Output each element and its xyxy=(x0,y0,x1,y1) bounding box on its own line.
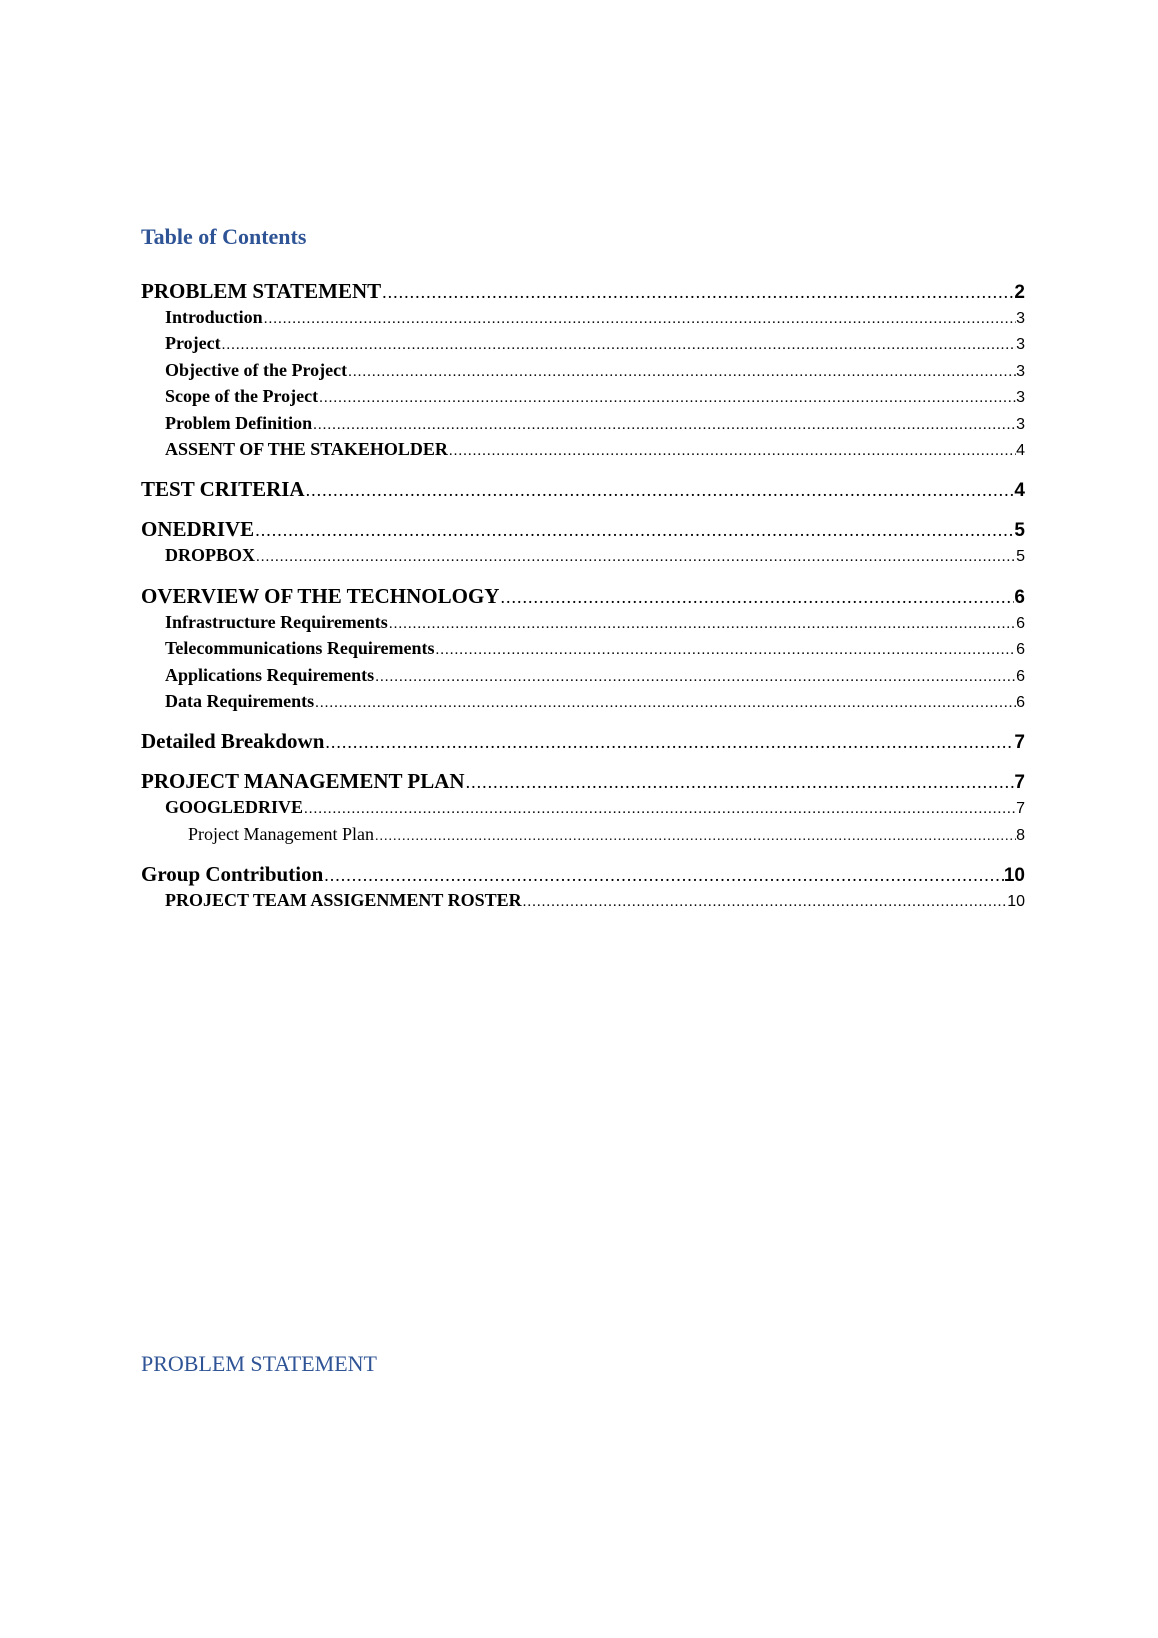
toc-leader-dots xyxy=(499,584,1014,609)
toc-leader-dots xyxy=(303,796,1016,820)
toc-entry-text: Applications Requirements xyxy=(165,664,375,685)
toc-leader-dots xyxy=(381,279,1014,304)
toc-page-number: 3 xyxy=(1016,362,1025,380)
toc-leader-dots xyxy=(388,611,1016,635)
toc-entry-overview-technology[interactable] xyxy=(141,583,1025,609)
toc-entry-googledrive[interactable] xyxy=(141,794,1025,820)
toc-leader-dots xyxy=(448,438,1016,462)
toc-page-number: 4 xyxy=(1016,441,1025,459)
toc-entry-text: DROPBOX xyxy=(165,545,255,566)
toc-entry-problem-definition[interactable] xyxy=(141,410,1025,436)
toc-entry-onedrive[interactable] xyxy=(141,516,1025,542)
toc-page-number: 10 xyxy=(1003,864,1025,886)
toc-entry-project-management-plan-sub[interactable] xyxy=(141,821,1025,847)
toc-entry-text: ASSENT OF THE STAKEHOLDER xyxy=(165,438,448,459)
toc-page-number: 2 xyxy=(1014,282,1025,303)
toc-entry-text: Data Requirements xyxy=(165,690,315,711)
toc-entry-text: PROJECT TEAM ASSIGENMENT ROSTER xyxy=(165,889,522,910)
toc-page-number: 5 xyxy=(1014,520,1025,542)
toc-entry-text: ONEDRIVE xyxy=(141,517,255,542)
toc-entry-scope[interactable] xyxy=(141,383,1025,409)
toc-leader-dots xyxy=(374,664,1016,688)
toc-entry-text: PROBLEM STATEMENT xyxy=(141,279,382,303)
toc-entry-text: Project xyxy=(165,333,221,354)
toc-page-number: 6 xyxy=(1016,641,1025,659)
toc-entry-problem-statement[interactable] xyxy=(141,278,1025,304)
toc-entry-text: Project Management Plan xyxy=(188,823,374,844)
toc-page-number: 3 xyxy=(1016,336,1025,354)
toc-leader-dots xyxy=(374,824,1016,847)
toc-leader-dots xyxy=(435,637,1017,661)
section-heading-problem-statement: PROBLEM STATEMENT xyxy=(141,1351,377,1376)
toc-page-number: 3 xyxy=(1016,310,1025,327)
table-of-contents xyxy=(141,278,1025,913)
toc-page-number: 6 xyxy=(1016,667,1025,685)
toc-entry-assent-stakeholder[interactable] xyxy=(141,436,1025,462)
toc-leader-dots xyxy=(465,769,1015,794)
toc-leader-dots xyxy=(314,690,1016,714)
toc-page-number: 7 xyxy=(1014,772,1025,794)
toc-leader-dots xyxy=(318,385,1016,409)
toc-page-number: 6 xyxy=(1014,586,1025,608)
toc-page-number: 6 xyxy=(1016,693,1025,711)
toc-page-number: 7 xyxy=(1014,732,1025,754)
toc-entry-text: Group Contribution xyxy=(141,861,324,886)
toc-leader-dots xyxy=(221,332,1016,356)
toc-entry-dropbox[interactable] xyxy=(141,542,1025,568)
toc-entry-text: GOOGLEDRIVE xyxy=(165,797,304,818)
toc-leader-dots xyxy=(263,306,1016,330)
toc-entry-text: Objective of the Project xyxy=(165,359,348,380)
toc-page-number: 10 xyxy=(1007,892,1025,910)
toc-page-number: 3 xyxy=(1016,389,1025,407)
toc-leader-dots xyxy=(254,517,1014,542)
toc-entry-text: Problem Definition xyxy=(165,412,313,433)
toc-entry-group-contribution[interactable] xyxy=(141,861,1025,887)
toc-leader-dots xyxy=(323,862,1004,887)
toc-entry-detailed-breakdown[interactable] xyxy=(141,728,1025,754)
toc-entry-project[interactable] xyxy=(141,330,1025,356)
toc-page-number: 5 xyxy=(1016,548,1025,566)
toc-entry-introduction[interactable] xyxy=(141,304,1025,330)
toc-page-number: 8 xyxy=(1016,826,1025,844)
toc-leader-dots xyxy=(255,544,1016,568)
toc-entry-infrastructure[interactable] xyxy=(141,609,1025,635)
toc-entry-applications[interactable] xyxy=(141,662,1025,688)
toc-leader-dots xyxy=(324,729,1014,754)
toc-entry-project-management-plan[interactable] xyxy=(141,768,1025,794)
toc-leader-dots xyxy=(312,412,1016,436)
toc-entry-text: TEST CRITERIA xyxy=(141,477,305,502)
toc-entry-text: Detailed Breakdown xyxy=(141,729,325,754)
toc-page-number: 4 xyxy=(1014,480,1025,502)
toc-entry-text: Introduction xyxy=(165,307,263,327)
toc-entry-text: PROJECT MANAGEMENT PLAN xyxy=(141,769,465,794)
toc-leader-dots xyxy=(522,889,1008,913)
toc-title: Table of Contents xyxy=(141,224,307,249)
toc-entry-text: Infrastructure Requirements xyxy=(165,611,388,632)
toc-entry-text: OVERVIEW OF THE TECHNOLOGY xyxy=(141,583,500,608)
toc-entry-data-requirements[interactable] xyxy=(141,688,1025,714)
toc-entry-text: Telecommunications Requirements xyxy=(165,638,435,659)
toc-leader-dots xyxy=(347,359,1016,383)
toc-entry-objective[interactable] xyxy=(141,357,1025,383)
toc-page-number: 7 xyxy=(1016,800,1025,818)
toc-page-number: 6 xyxy=(1016,614,1025,632)
toc-leader-dots xyxy=(305,477,1015,502)
toc-entry-telecommunications[interactable] xyxy=(141,635,1025,661)
toc-entry-test-criteria[interactable] xyxy=(141,476,1025,502)
toc-page-number: 3 xyxy=(1016,415,1025,433)
toc-entry-text: Scope of the Project xyxy=(165,386,319,407)
toc-entry-team-roster[interactable] xyxy=(141,887,1025,913)
